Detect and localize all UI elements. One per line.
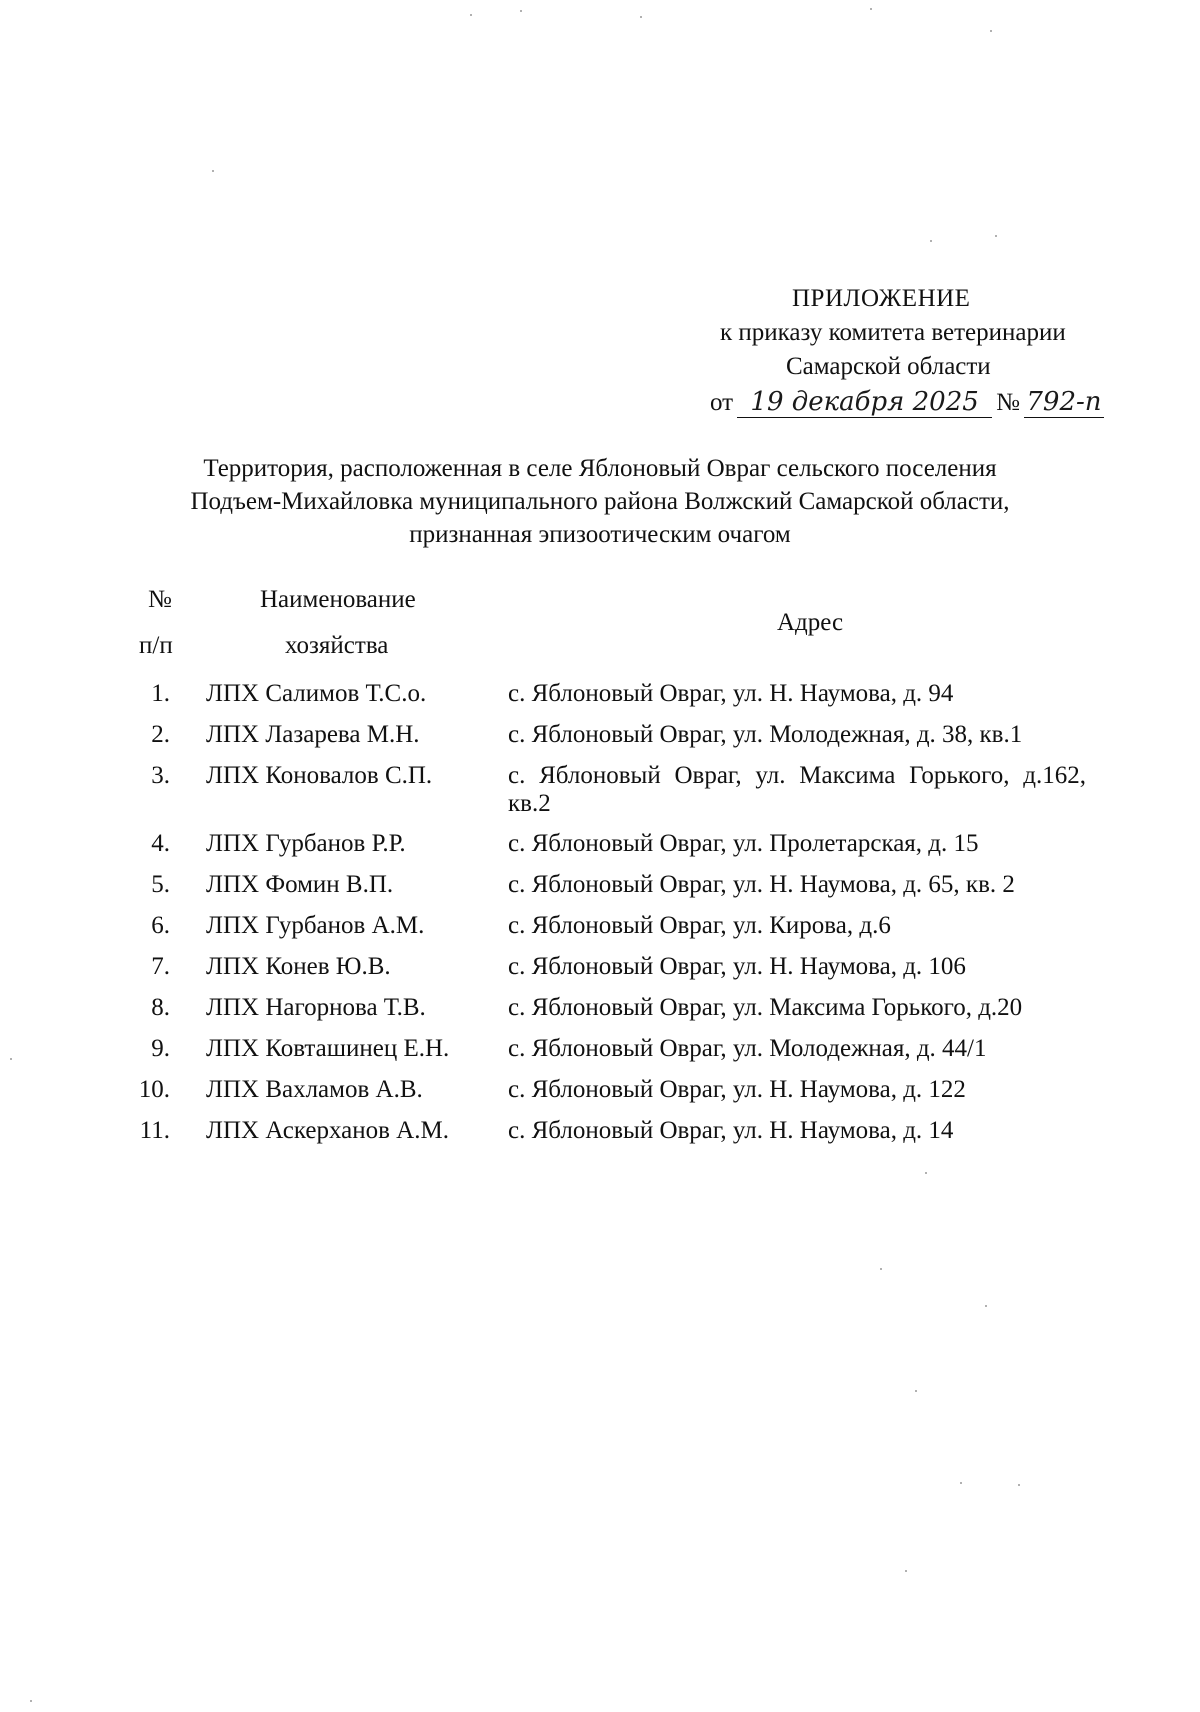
document-heading (150, 452, 1050, 551)
table-header (120, 586, 1120, 680)
farm-address: с. Яблоновый Овраг, ул. Максима Горького, д.162, кв.2 (508, 762, 1086, 817)
row-number: 10. (138, 1076, 170, 1103)
table-row (120, 1076, 1120, 1117)
handwritten-order-number: 792-п (1024, 387, 1104, 418)
header-name-line-2: хозяйства (285, 632, 389, 659)
handwritten-date: 19 декабря 2025 (737, 387, 992, 418)
number-prefix: № (996, 389, 1020, 416)
row-number: 11. (139, 1117, 170, 1144)
row-number: 9. (151, 1035, 170, 1062)
heading-line-2: Подъем-Михайловка муниципального района Волжский Самарской области, (190, 488, 1010, 515)
farm-address: с. Яблоновый Овраг, ул. Максима Горького, д.20 (508, 994, 1023, 1021)
farm-address: с. Яблоновый Овраг, ул. Н. Наумова, д. 65, кв. 2 (508, 871, 1015, 898)
appendix-order-reference: к приказу комитета ветеринарии (720, 319, 1066, 346)
table-row (120, 680, 1120, 721)
farm-address: с. Яблоновый Овраг, ул. Н. Наумова, д. 94 (508, 680, 954, 707)
farm-name: ЛПХ Гурбанов Р.Р. (206, 830, 406, 857)
farm-name: ЛПХ Гурбанов А.М. (206, 912, 425, 939)
row-number: 2. (151, 721, 170, 748)
farm-name: ЛПХ Ковташинец Е.Н. (206, 1035, 450, 1062)
farm-name: ЛПХ Аскерханов А.М. (206, 1117, 449, 1144)
farm-name: ЛПХ Лазарева М.Н. (206, 721, 420, 748)
farm-name: ЛПХ Вахламов А.В. (206, 1076, 423, 1103)
table-row (120, 994, 1120, 1035)
appendix-date-number-line (710, 386, 1108, 420)
row-number: 5. (151, 871, 170, 898)
farm-name: ЛПХ Фомин В.П. (206, 871, 394, 898)
row-number: 1. (151, 680, 170, 707)
row-number: 6. (151, 912, 170, 939)
header-address: Адрес (777, 609, 844, 636)
farms-table (120, 586, 1120, 1158)
heading-line-3: признанная эпизоотическим очагом (409, 521, 791, 548)
row-number: 3. (151, 762, 170, 789)
farm-name: ЛПХ Конев Ю.В. (206, 953, 391, 980)
header-number-line-2: п/п (139, 632, 173, 659)
table-row (120, 1035, 1120, 1076)
row-number: 7. (151, 953, 170, 980)
farm-address: с. Яблоновый Овраг, ул. Н. Наумова, д. 122 (508, 1076, 966, 1103)
farm-name: ЛПХ Нагорнова Т.В. (206, 994, 426, 1021)
table-row (120, 871, 1120, 912)
farm-address: с. Яблоновый Овраг, ул. Пролетарская, д. 15 (508, 830, 979, 857)
farm-address: с. Яблоновый Овраг, ул. Кирова, д.6 (508, 912, 891, 939)
table-row (120, 1117, 1120, 1158)
farm-address: с. Яблоновый Овраг, ул. Молодежная, д. 38, кв.1 (508, 721, 1023, 748)
header-name-line-1: Наименование (260, 586, 416, 613)
farm-address: с. Яблоновый Овраг, ул. Молодежная, д. 44/1 (508, 1035, 987, 1062)
row-number: 4. (151, 830, 170, 857)
farm-address: с. Яблоновый Овраг, ул. Н. Наумова, д. 106 (508, 953, 966, 980)
date-prefix: от (710, 389, 734, 416)
table-row (120, 830, 1120, 871)
header-number-line-1: № (148, 586, 172, 613)
farm-address: с. Яблоновый Овраг, ул. Н. Наумова, д. 14 (508, 1117, 954, 1144)
table-row (120, 912, 1120, 953)
appendix-region: Самарской области (786, 353, 991, 380)
table-row (120, 762, 1120, 830)
row-number: 8. (151, 994, 170, 1021)
heading-line-1: Территория, расположенная в селе Яблоновый Овраг сельского поселения (203, 455, 997, 482)
appendix-title: ПРИЛОЖЕНИЕ (792, 285, 971, 312)
farm-name: ЛПХ Коновалов С.П. (206, 762, 433, 789)
farm-name: ЛПХ Салимов Т.С.о. (206, 680, 427, 707)
table-row (120, 953, 1120, 994)
table-row (120, 721, 1120, 762)
